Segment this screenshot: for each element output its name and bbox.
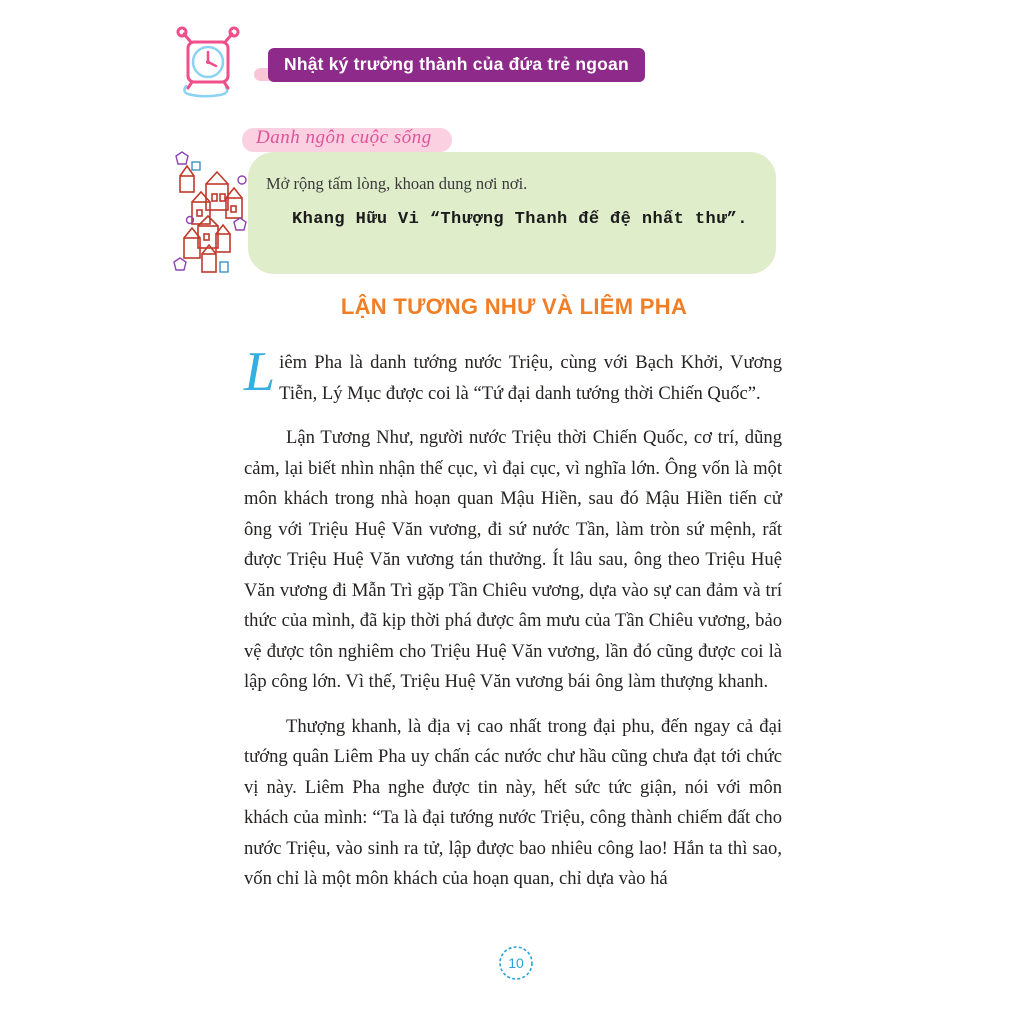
- page-number-text: 10: [508, 955, 524, 971]
- alarm-clock-icon: [176, 26, 242, 98]
- paragraph-1: [244, 341, 782, 409]
- drop-cap: L: [244, 341, 276, 403]
- article-title: LẬN TƯƠNG NHƯ VÀ LIÊM PHA: [340, 294, 688, 319]
- running-head: [268, 48, 645, 80]
- quote-attribution: Khang Hữu Vi “Thượng Thanh đế đệ nhất thư”.: [292, 210, 748, 229]
- page-number: [497, 944, 535, 982]
- paragraph-1-text: iêm Pha là danh tướng nước Triệu, cùng với Bạch Khởi, Vương Tiễn, Lý Mục được coi là “Tứ đại danh tướng thời Chiến Quốc”.: [279, 352, 782, 404]
- quote-label: [248, 124, 432, 154]
- running-head-label: Nhật ký trưởng thành của đứa trẻ ngoan: [268, 48, 645, 82]
- page-header: [176, 22, 796, 102]
- quote-label-text: Danh ngôn cuộc sống: [256, 127, 432, 148]
- paragraph-3: Thượng khanh, là địa vị cao nhất trong đại phu, đến ngay cả đại tướng quân Liêm Pha uy chấn các nước chư hầu cũng chưa đạt tới chức vị này. Liêm Pha nghe được tin này, hết sức tức giận, nói với môn khách của mình: “Ta là đại tướng nước Triệu, công thành chiếm đất cho nước Triệu, vào sinh ra tử, lập được bao nhiêu công lao! Hắn ta thì sao, vốn chỉ là một môn khách của hoạn quan, chỉ dựa vào há: [244, 715, 782, 889]
- article-body: [244, 341, 782, 909]
- quote-text: Mở rộng tấm lòng, khoan dung nơi nơi.: [266, 174, 528, 193]
- paragraph-2: Lận Tương Như, người nước Triệu thời Chiến Quốc, cơ trí, dũng cảm, lại biết nhìn nhận thế cục, vì đại cục, vì nghĩa lớn. Ông vốn là một môn khách trong nhà hoạn quan Mậu Hiền, sau đó Mậu Hiền tiến cử ông với Triệu Huệ Văn vương, đi sứ nước Tần, làm tròn sứ mệnh, rất được Triệu Huệ Văn vương tán thưởng. Ít lâu sau, ông theo Triệu Huệ Văn vương đi Mẫn Trì gặp Tần Chiêu vương, dựa vào sự can đảm và trí thức của mình, đã kịp thời phá được âm mưu của Tần Chiêu vương, bảo vệ được tôn nghiêm cho Triệu Huệ Văn vương, lần đó cũng được coi là lập công lớn. Vì thế, Triệu Huệ Văn vương bái ông làm thượng khanh.: [244, 427, 782, 692]
- quote-box: [248, 152, 776, 274]
